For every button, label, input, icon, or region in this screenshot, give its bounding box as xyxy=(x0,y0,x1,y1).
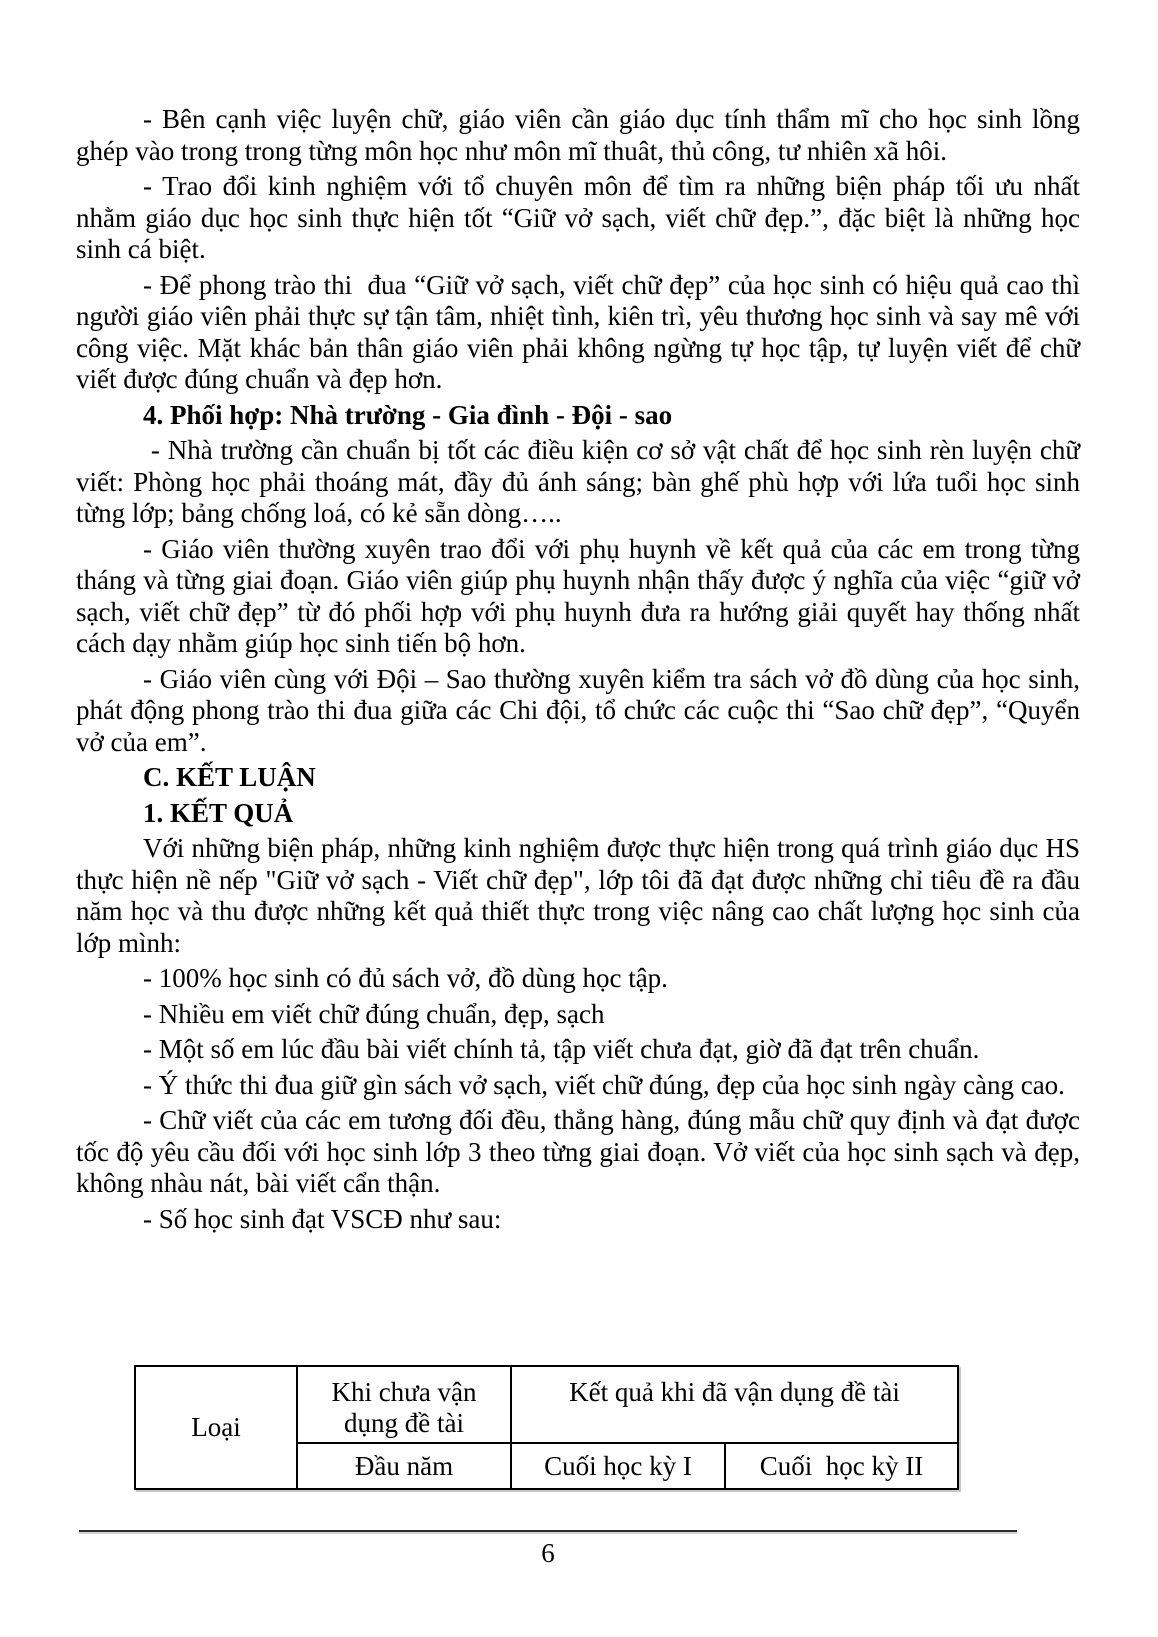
table-cell-cuoi-ky-2: Cuối học kỳ II xyxy=(725,1443,958,1489)
list-item: - Ý thức thi đua giữ gìn sách vở sạch, viết chữ đúng, đẹp của học sinh ngày càng cao. xyxy=(143,1069,1065,1100)
table-cell-dau-nam: Đầu năm xyxy=(297,1443,511,1489)
paragraph: - Giáo viên thường xuyên trao đổi với phụ huynh về kết quả của các em trong từng tháng và từng giai đoạn. Giáo viên giúp phụ huynh nhận thấy được ý nghĩa của việc “giữ vở sạch, viết chữ đẹp” từ đó phối hợp với phụ huynh đưa ra hướng giải quyết hay thống nhất cách dạy nhằm giúp học sinh tiến bộ hơn. xyxy=(76,533,1087,658)
paragraph: - Nhà trường cần chuẩn bị tốt các điều kiện cơ sở vật chất để học sinh rèn luyện chữ viết: Phòng học phải thoáng mát, đầy đủ ánh sáng; bàn ghế phù hợp với lứa tuổi học sinh từng lớp; bảng chống loá, có kẻ sẵn dòng….. xyxy=(76,435,1087,528)
section-heading-ket-luan: C. KẾT LUẬN xyxy=(143,762,316,792)
section-heading-ket-qua: 1. KẾT QUẢ xyxy=(143,797,294,828)
paragraph: - Giáo viên cùng với Đội – Sao thường xuyên kiểm tra sách vở đồ dùng của học sinh, phát động phong trào thi đua giữa các Chi đội, tổ chức các cuộc thi “Sao chữ đẹp”, “Quyển vở của em”. xyxy=(76,663,1087,757)
table-header-row xyxy=(135,1366,958,1443)
paragraph: - Để phong trào thi đua “Giữ vở sạch, viết chữ đẹp” của học sinh có hiệu quả cao thì người giáo viên phải thực sự tận tâm, nhiệt tình, kiên trì, yêu thương học sinh và say mê với công việc. Mặt khác bản thân giáo viên phải không ngừng tự học tập, tự luyện viết để chữ viết được đúng chuẩn và đẹp hơn. xyxy=(76,269,1087,394)
paragraph: - Trao đổi kinh nghiệm với tổ chuyên môn để tìm ra những biện pháp tối ưu nhất nhằm giáo dục học sinh thực hiện tốt “Giữ vở sạch, viết chữ đẹp.”, đặc biệt là những học sinh cá biệt. xyxy=(76,171,1087,264)
table-cell-cuoi-ky-1: Cuối học kỳ I xyxy=(511,1443,725,1489)
table-cell-loai: Loại xyxy=(135,1366,297,1489)
table-cell-after-topic: Kết quả khi đã vận dụng đề tài xyxy=(511,1366,958,1443)
paragraph: - Bên cạnh việc luyện chữ, giáo viên cần giáo dục tính thẩm mĩ cho học sinh lồng ghép vào trong trong từng môn học như môn mĩ thuât, thủ công, tư nhiên xã hôi. xyxy=(76,104,1087,166)
footer-divider xyxy=(79,1530,1017,1532)
table-cell-before-topic: Khi chưa vận dụng đề tài xyxy=(297,1366,511,1443)
list-item: - Một số em lúc đầu bài viết chính tả, tập viết chưa đạt, giờ đã đạt trên chuẩn. xyxy=(143,1034,980,1064)
list-item: - Số học sinh đạt VSCĐ như sau: xyxy=(143,1203,502,1234)
list-item: - Chữ viết của các em tương đối đều, thẳng hàng, đúng mẫu chữ quy định và đạt được tốc độ yêu cầu đối với học sinh lớp 3 theo từng giai đoạn. Vở viết của học sinh sạch và đẹp, không nhàu nát, bài viết cẩn thận. xyxy=(76,1105,1087,1198)
paragraph: Với những biện pháp, những kinh nghiệm được thực hiện trong quá trình giáo dục HS thực hiện nề nếp "Giữ vở sạch - Viết chữ đẹp", lớp tôi đã đạt được những chỉ tiêu đề ra đầu năm học và thu được những kết quả thiết thực trong việc nâng cao chất lượng học sinh của lớp mình: xyxy=(76,833,1087,958)
list-item: - 100% học sinh có đủ sách vở, đồ dùng học tập. xyxy=(143,963,668,993)
document-body xyxy=(76,104,1087,1239)
results-table xyxy=(134,1365,959,1490)
page-number: 6 xyxy=(541,1538,555,1568)
list-item: - Nhiều em viết chữ đúng chuẩn, đẹp, sạch xyxy=(143,998,605,1029)
section-heading-phoi-hop: 4. Phối hợp: Nhà trường - Gia đình - Đội - sao xyxy=(143,399,673,430)
